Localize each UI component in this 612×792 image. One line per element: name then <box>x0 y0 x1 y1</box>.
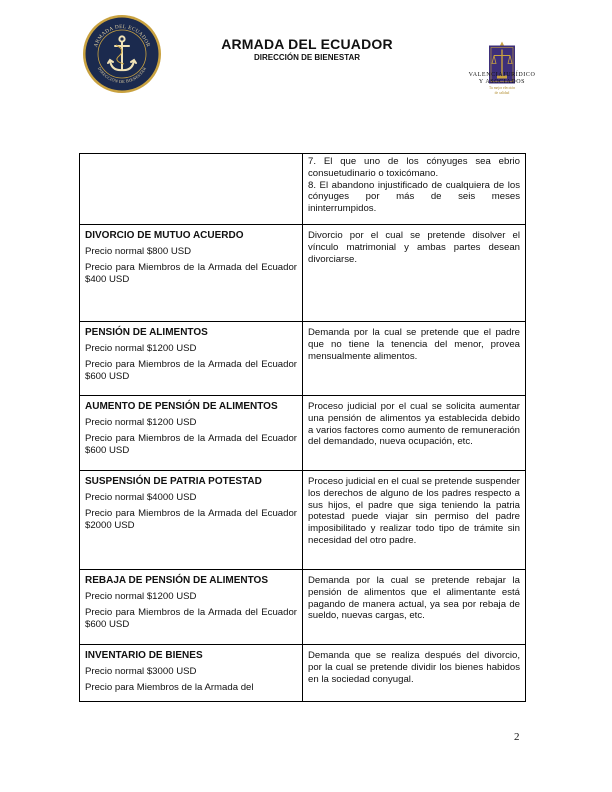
price-members: Precio para Miembros de la Armada del Ecuador $600 USD <box>85 358 297 382</box>
service-description: Demanda por la cual se pretende rebajar la pensión de alimentos que el alimentante está pagando de manera actual, ya sea por rebaja de sueldo, nuevas cargas, etc. <box>308 575 520 622</box>
price-members: Precio para Miembros de la Armada del Ecuador $2000 USD <box>85 507 297 531</box>
continuation-cell <box>303 154 526 225</box>
table-row <box>80 154 526 225</box>
description-cell <box>303 396 526 471</box>
service-title: SUSPENSIÓN DE PATRIA POTESTAD <box>85 476 262 487</box>
table-row <box>80 471 526 570</box>
price-normal: Precio normal $1200 USD <box>85 343 197 354</box>
seal-bottom-text: DIRECCIÓN DE BIENESTAR <box>96 65 148 85</box>
table-row <box>80 396 526 471</box>
seal-top-text: ARMADA DEL ECUADOR <box>93 23 151 48</box>
service-title: PENSIÓN DE ALIMENTOS <box>85 327 208 338</box>
empty-cell <box>80 154 303 225</box>
description-cell <box>303 471 526 570</box>
description-cell <box>303 225 526 322</box>
service-cell <box>80 225 303 322</box>
price-members: Precio para Miembros de la Armada del Ecuador $600 USD <box>85 606 297 630</box>
services-table <box>79 153 526 702</box>
law-firm-name-line1: VALENCIAJURÍDICO <box>468 72 536 78</box>
service-description: Demanda por la cual se pretende que el padre que no tiene la tenencia del menor, provea mensualmente alimentos. <box>308 327 520 362</box>
description-cell <box>303 570 526 645</box>
price-normal: Precio normal $4000 USD <box>85 492 197 503</box>
service-description: Divorcio por el cual se pretende disolver el vínculo matrimonial y ambas partes desean divorciarse. <box>308 230 520 265</box>
price-members: Precio para Miembros de la Armada del <box>85 681 254 693</box>
price-normal: Precio normal $1200 USD <box>85 591 197 602</box>
description-cell <box>303 645 526 702</box>
page-subtitle: DIRECCIÓN DE BIENESTAR <box>253 53 361 62</box>
service-title: INVENTARIO DE BIENES <box>85 650 203 661</box>
page-number: 2 <box>514 731 520 743</box>
price-normal: Precio normal $800 USD <box>85 246 192 257</box>
price-members: Precio para Miembros de la Armada del Ecuador $400 USD <box>85 261 297 285</box>
service-cell <box>80 471 303 570</box>
law-firm-tagline-line2: de calidad <box>494 91 510 95</box>
service-cell <box>80 322 303 396</box>
table-row <box>80 645 526 702</box>
page-header <box>0 0 612 110</box>
service-cell <box>80 396 303 471</box>
service-description: Proceso judicial en el cual se pretende suspender los derechos de alguno de los padres respecto a sus hijos, el padre que siga teniendo la patria potestad puede viajar sin permiso del padre imposibilitado y realizar todo tipo de trámite sin necesidad del otro padre. <box>308 476 520 546</box>
price-members: Precio para Miembros de la Armada del Ecuador $600 USD <box>85 432 297 456</box>
table-row <box>80 322 526 396</box>
law-firm-name-line2: Y ASOCIADOS <box>478 79 526 85</box>
service-title: DIVORCIO DE MUTUO ACUERDO <box>85 230 244 241</box>
anchor-seal-icon <box>82 14 162 94</box>
service-cell <box>80 645 303 702</box>
table-row <box>80 570 526 645</box>
continuation-item: 7. El que uno de los cónyuges sea ebrio consuetudinario o toxicómano. <box>308 156 520 179</box>
service-title: AUMENTO DE PENSIÓN DE ALIMENTOS <box>85 401 278 412</box>
service-cell <box>80 570 303 645</box>
price-normal: Precio normal $3000 USD <box>85 666 197 677</box>
description-cell <box>303 322 526 396</box>
service-title: REBAJA DE PENSIÓN DE ALIMENTOS <box>85 575 268 586</box>
service-description: Demanda que se realiza después del divorcio, por la cual se pretende dividir los bienes habidos en la sociedad conyugal. <box>308 650 520 685</box>
page-title: ARMADA DEL ECUADOR <box>221 36 393 52</box>
law-firm-caption <box>456 72 548 96</box>
price-normal: Precio normal $1200 USD <box>85 417 197 428</box>
continuation-item: 8. El abandono injustificado de cualquiera de los cónyuges por más de seis meses ininterrumpidos. <box>308 179 520 215</box>
law-firm-tagline-line1: Tu mejor elección <box>488 86 516 90</box>
table-row <box>80 225 526 322</box>
service-description: Proceso judicial por el cual se solicita aumentar una pensión de alimentos ya establecida debido a varios factores como aumento de remuneración del demandado, nueva ocupación, etc. <box>308 401 520 448</box>
